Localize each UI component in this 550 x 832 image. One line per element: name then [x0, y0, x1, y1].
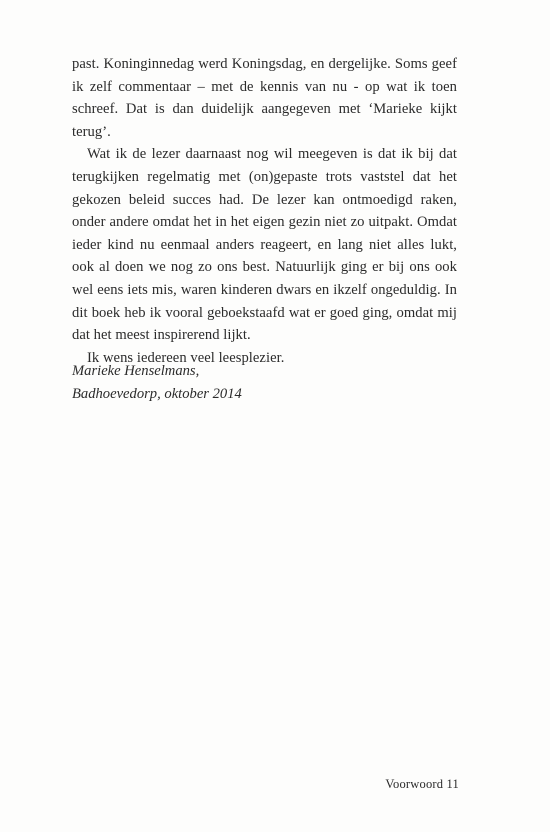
running-footer: Voorwoord 11: [385, 777, 459, 791]
paragraph-3: Ik wens iedereen veel leesplezier.: [87, 349, 285, 366]
signature-name: Marieke Henselmans,: [72, 363, 200, 379]
body-text: [72, 53, 457, 369]
signature-place-date: Badhoevedorp, oktober 2014: [72, 385, 242, 402]
signature-block: [72, 360, 457, 405]
paragraph-2: Wat ik de lezer daarnaast nog wil meegeven is dat ik bij dat terugkijken regelmatig met (on)gepaste trots vaststel dat het gekozen beleid succes had. De lezer kan ontmoedigd raken, onder andere omdat het in het eigen gezin niet zo uitpakt. Omdat ieder kind nu eenmaal anders reageert, en lang niet alles lukt, ook al doen we nog zo ons best. Natuurlijk ging er bij ons ook wel eens iets mis, waren kinderen dwars en ikzelf ongeduldig. In dit boek heb ik vooral geboekstaafd wat er goed ging, omdat mij dat het meest inspirerend lijkt.: [72, 146, 457, 344]
paragraph-1: past. Koninginnedag werd Koningsdag, en dergelijke. Soms geef ik zelf commentaar – met de kennis van nu - op wat ik toen schreef. Dat is dan duidelijk aangegeven met ‘Marieke kijkt terug’.: [72, 56, 457, 140]
